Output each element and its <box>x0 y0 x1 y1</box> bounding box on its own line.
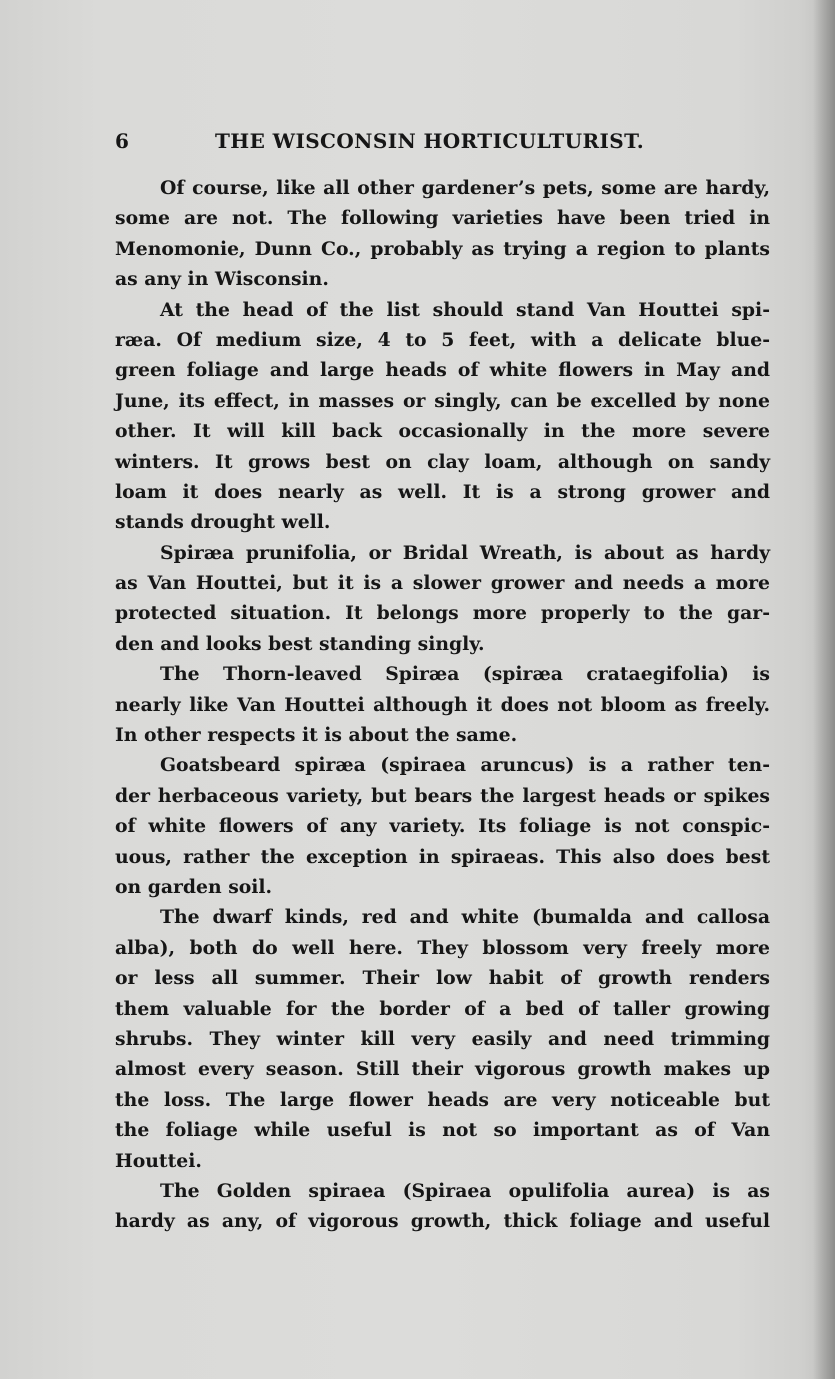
text-line: der herbaceous variety, but bears the largest heads or spikes <box>115 784 770 807</box>
text-line: June, its effect, in masses or singly, can be excelled by none <box>115 389 770 412</box>
text-line: The Thorn-leaved Spiræa (spiræa crataegifolia) is <box>160 663 770 686</box>
text-line: In other respects it is about the same. <box>115 724 518 747</box>
text-line: The Golden spiraea (Spiraea opulifolia aurea) is as <box>160 1179 770 1202</box>
text-line: some are not. The following varieties have been tried in <box>115 207 770 230</box>
text-line: Goatsbeard spiræa (spiraea aruncus) is a rather ten- <box>160 754 770 777</box>
text-line: nearly like Van Houttei although it does not bloom as freely. <box>115 693 770 716</box>
text-line: Houttei. <box>115 1149 202 1172</box>
text-line: protected situation. It belongs more properly to the gar- <box>115 602 770 625</box>
text-line: or less all summer. Their low habit of growth renders <box>115 967 770 990</box>
text-line: ræa. Of medium size, 4 to 5 feet, with a delicate blue- <box>115 328 770 351</box>
text-line: hardy as any, of vigorous growth, thick foliage and useful <box>115 1210 770 1233</box>
text-line: as Van Houttei, but it is a slower grower and needs a more <box>115 572 770 595</box>
body-text <box>115 173 770 1237</box>
text-line: alba), both do well here. They blossom very freely more <box>115 936 770 959</box>
journal-title: THE WISCONSIN HORTICULTURIST. <box>215 129 645 153</box>
text-line: Spiræa prunifolia, or Bridal Wreath, is about as hardy <box>160 541 770 564</box>
running-head <box>115 126 775 156</box>
page-number: 6 <box>115 129 129 153</box>
text-line: uous, rather the exception in spiraeas. This also does best <box>115 845 770 868</box>
text-line: Menomonie, Dunn Co., probably as trying a region to plants <box>115 237 770 260</box>
text-line: of white flowers of any variety. Its foliage is not conspic- <box>115 815 770 838</box>
text-line: loam it does nearly as well. It is a strong grower and <box>115 480 770 503</box>
text-line: green foliage and large heads of white flowers in May and <box>115 359 770 382</box>
text-line: the loss. The large flower heads are very noticeable but <box>115 1088 770 1111</box>
text-line: winters. It grows best on clay loam, although on sandy <box>115 450 770 473</box>
text-line: the foliage while useful is not so important as of Van <box>115 1119 770 1142</box>
text-line: At the head of the list should stand Van Houttei spi- <box>160 298 770 321</box>
text-line: other. It will kill back occasionally in the more severe <box>115 420 770 443</box>
text-line: shrubs. They winter kill very easily and need trimming <box>115 1027 770 1050</box>
text-line: as any in Wisconsin. <box>115 268 329 291</box>
text-line: on garden soil. <box>115 875 273 898</box>
text-line: stands drought well. <box>115 511 331 534</box>
text-line: them valuable for the border of a bed of taller growing <box>115 997 770 1020</box>
page-edge-shadow <box>813 0 835 1379</box>
text-line: den and looks best standing singly. <box>115 632 485 655</box>
text-line: The dwarf kinds, red and white (bumalda and callosa <box>160 906 770 929</box>
text-line: almost every season. Still their vigorous growth makes up <box>115 1058 770 1081</box>
text-line: Of course, like all other gardener’s pets, some are hardy, <box>160 177 770 199</box>
